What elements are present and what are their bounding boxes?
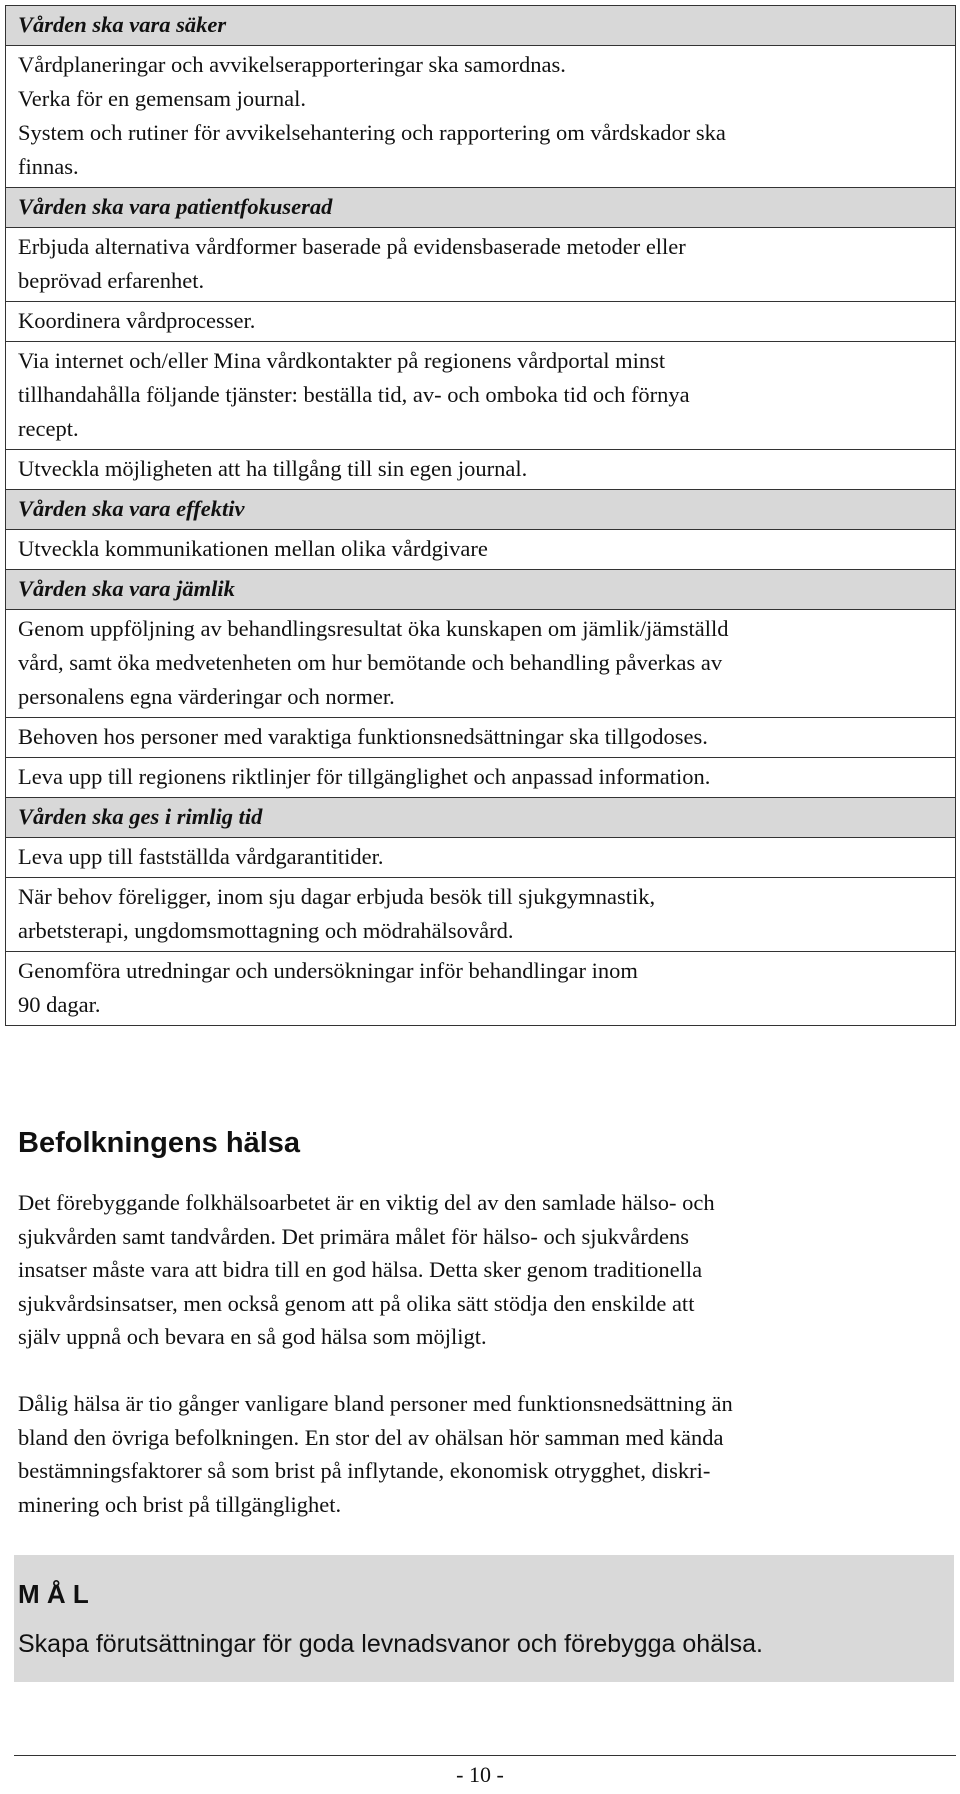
- cell-line: Leva upp till regionens riktlinjer för tillgänglighet och anpassad information.: [18, 764, 711, 789]
- paragraph-line: Det förebyggande folkhälsoarbetet är en viktig del av den samlade hälso- och: [18, 1190, 715, 1215]
- table-cell: [6, 450, 956, 490]
- table-heading-row: [6, 570, 956, 610]
- cell-line: Utveckla kommunikationen mellan olika vårdgivare: [18, 536, 488, 561]
- goal-text: Skapa förutsättningar för goda levnadsvanor och förebygga ohälsa.: [18, 1630, 763, 1658]
- cell-line: tillhandahålla följande tjänster: beställa tid, av- och omboka tid och förnya: [18, 382, 690, 407]
- table-heading-cell: [6, 798, 956, 838]
- cell-line: recept.: [18, 416, 79, 441]
- cell-line: Vården ska ges i rimlig tid: [18, 804, 263, 829]
- table-cell: [6, 758, 956, 798]
- paragraph-line: själv uppnå och bevara en så god hälsa som möjligt.: [18, 1324, 487, 1349]
- table-row: [6, 952, 956, 1026]
- paragraph-line: sjukvården samt tandvården. Det primära målet för hälso- och sjukvårdens: [18, 1223, 690, 1249]
- cell-line: beprövad erfarenhet.: [18, 268, 205, 293]
- cell-line: vård, samt öka medvetenheten om hur bemötande och behandling påverkas av: [18, 650, 723, 675]
- page-number: - 10 -: [456, 1762, 504, 1787]
- goals-table: [5, 5, 956, 1026]
- table-heading-row: [6, 490, 956, 530]
- goals-table-body: [6, 6, 956, 1026]
- table-cell: [6, 530, 956, 570]
- table-cell: [6, 228, 956, 302]
- cell-line: Leva upp till fastställda vårdgarantitider.: [18, 844, 384, 869]
- goal-box: [14, 1555, 954, 1682]
- cell-line: När behov föreligger, inom sju dagar erbjuda besök till sjukgymnastik,: [18, 884, 656, 909]
- table-cell: [6, 838, 956, 878]
- table-row: [6, 718, 956, 758]
- table-cell: [6, 342, 956, 450]
- table-row: [6, 302, 956, 342]
- cell-line: Genomföra utredningar och undersökningar inför behandlingar inom: [18, 958, 638, 983]
- table-heading-row: [6, 6, 956, 46]
- table-row: [6, 228, 956, 302]
- cell-line: Vården ska vara jämlik: [18, 576, 235, 601]
- cell-line: finnas.: [18, 154, 79, 179]
- table-row: [6, 878, 956, 952]
- goal-label: M Å L: [18, 1579, 89, 1609]
- table-row: [6, 758, 956, 798]
- cell-line: Koordinera vårdprocesser.: [18, 308, 256, 333]
- table-row: [6, 450, 956, 490]
- table-row: [6, 530, 956, 570]
- table-heading-cell: [6, 570, 956, 610]
- cell-line: Vården ska vara effektiv: [18, 496, 245, 521]
- cell-line: personalens egna värderingar och normer.: [18, 684, 395, 709]
- cell-line: Via internet och/eller Mina vårdkontakter på regionens vårdportal minst: [18, 348, 666, 373]
- table-row: [6, 46, 956, 188]
- cell-line: Vårdplaneringar och avvikelserapporteringar ska samordnas.: [18, 52, 566, 77]
- paragraph-line: insatser måste vara att bidra till en god hälsa. Detta sker genom traditionella: [18, 1257, 703, 1282]
- cell-line: 90 dagar.: [18, 992, 101, 1017]
- cell-line: Vården ska vara säker: [18, 12, 227, 37]
- paragraph-line: minering och brist på tillgänglighet.: [18, 1491, 342, 1517]
- paragraph-line: Dålig hälsa är tio gånger vanligare bland personer med funktionsnedsättning än: [18, 1391, 733, 1416]
- cell-line: Behoven hos personer med varaktiga funktionsnedsättningar ska tillgodoses.: [18, 724, 708, 749]
- cell-line: Erbjuda alternativa vårdformer baserade på evidensbaserade metoder eller: [18, 234, 686, 259]
- paragraph-line: bland den övriga befolkningen. En stor del av ohälsan hör samman med kända: [18, 1424, 724, 1450]
- table-heading-cell: [6, 6, 956, 46]
- table-cell: [6, 610, 956, 718]
- section-title: Befolkningens hälsa: [18, 1127, 301, 1159]
- table-heading-cell: [6, 490, 956, 530]
- paragraph-line: bestämningsfaktorer så som brist på inflytande, ekonomisk otrygghet, diskri-: [18, 1458, 711, 1483]
- table-heading-cell: [6, 188, 956, 228]
- table-row: [6, 838, 956, 878]
- table-cell: [6, 46, 956, 188]
- table-heading-row: [6, 798, 956, 838]
- paragraph-line: sjukvårdsinsatser, men också genom att på olika sätt stödja den enskilde att: [18, 1290, 695, 1316]
- cell-line: Verka för en gemensam journal.: [18, 86, 307, 111]
- table-row: [6, 342, 956, 450]
- cell-line: Genom uppföljning av behandlingsresultat öka kunskapen om jämlik/jämställd: [18, 616, 729, 641]
- cell-line: System och rutiner för avvikelsehantering och rapportering om vårdskador ska: [18, 120, 726, 145]
- paragraph-ill-health: [18, 1387, 948, 1521]
- table-row: [6, 610, 956, 718]
- footer-divider: [14, 1755, 956, 1756]
- table-cell: [6, 878, 956, 952]
- cell-line: Vården ska vara patientfokuserad: [18, 194, 333, 219]
- table-cell: [6, 718, 956, 758]
- table-cell: [6, 302, 956, 342]
- table-cell: [6, 952, 956, 1026]
- cell-line: arbetsterapi, ungdomsmottagning och mödrahälsovård.: [18, 918, 514, 943]
- cell-line: Utveckla möjligheten att ha tillgång till sin egen journal.: [18, 456, 528, 481]
- table-heading-row: [6, 188, 956, 228]
- paragraph-intro: [18, 1186, 948, 1354]
